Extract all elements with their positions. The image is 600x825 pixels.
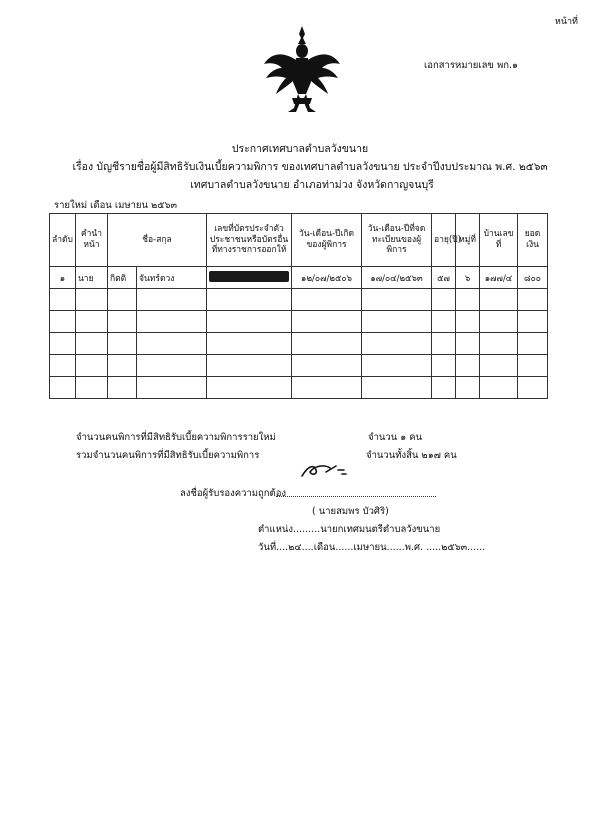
- total-count-label: รวมจำนวนคนพิการที่มีสิทธิรับเบี้ยความพิการ: [76, 450, 260, 461]
- redaction-mark: [209, 271, 289, 282]
- signer-position: ตำแหน่ง.........นายกเทศมนตรีตำบลวังขนาย: [258, 524, 441, 535]
- cell-prefix: นาย: [76, 267, 108, 289]
- header-name: ชื่อ-สกุล: [108, 214, 207, 267]
- table-row: [50, 333, 548, 355]
- header-id: เลขที่บัตรประจำตัวประชาชนหรือบัตรอื่นที่ทางราชการออกให้: [207, 214, 292, 267]
- signing-date: วันที่....๒๔....เดือน......เมษายน......พ.ศ. .....๒๕๖๓......: [258, 542, 486, 553]
- cell-registration-date: ๑๗/๐๔/๒๕๖๓: [362, 267, 432, 289]
- signature-line: [276, 496, 436, 497]
- handwritten-signature: [300, 458, 350, 480]
- new-list-label: รายใหม่ เดือน เมษายน ๒๕๖๓: [54, 200, 177, 211]
- cell-first-name: กิตติ: [108, 267, 137, 289]
- new-count-label: จำนวนคนพิการที่มีสิทธิรับเบี้ยความพิการรายใหม่: [76, 432, 276, 443]
- page-number-label: หน้าที่: [554, 17, 578, 27]
- certifier-label: ลงชื่อผู้รับรองความถูกต้อง: [180, 488, 287, 499]
- header-moo: หมู่ที่: [456, 214, 480, 267]
- header-registration-date: วัน-เดือน-ปีที่จดทะเบียนของผู้พิการ: [362, 214, 432, 267]
- cell-id-redacted: [207, 267, 292, 289]
- cell-house-number: ๑๗๗/๔: [480, 267, 518, 289]
- cell-moo: ๖: [456, 267, 480, 289]
- subject-line: เรื่อง บัญชีรายชื่อผู้มีสิทธิรับเงินเบี้ยความพิการ ของเทศบาลตำบลวังขนาย ประจำปีงบประมาณ พ.ศ. ๒๕๖๓: [72, 161, 548, 173]
- total-count-value: จำนวนทั้งสิ้น ๒๑๗ คน: [366, 450, 457, 461]
- cell-birth-date: ๑๒/๐๗/๒๕๐๖: [292, 267, 362, 289]
- header-amount: ยอดเงิน: [518, 214, 548, 267]
- table-header-row: [50, 214, 548, 267]
- document-number: เอกสารหมายเลข พก.๑: [424, 60, 519, 71]
- table-row: [50, 311, 548, 333]
- header-prefix: คำนำหน้า: [76, 214, 108, 267]
- table-row: [50, 289, 548, 311]
- table-row: [50, 377, 548, 399]
- header-age: อายุ(ปี): [432, 214, 456, 267]
- new-count-value: จำนวน ๑ คน: [368, 432, 423, 443]
- cell-age: ๕๗: [432, 267, 456, 289]
- garuda-emblem: [262, 24, 342, 118]
- beneficiary-table: [49, 213, 548, 399]
- signer-name: ( นายสมพร บัวศิริ): [312, 506, 389, 517]
- header-birth-date: วัน-เดือน-ปีเกิดของผู้พิการ: [292, 214, 362, 267]
- announcement-title: ประกาศเทศบาลตำบลวังขนาย: [231, 143, 369, 155]
- cell-last-name: จันทร์ดวง: [137, 267, 207, 289]
- municipality-line: เทศบาลตำบลวังขนาย อำเภอท่าม่วง จังหวัดกาญจนบุรี: [190, 179, 434, 191]
- table-row: [50, 355, 548, 377]
- table-row: [50, 267, 548, 289]
- header-no: ลำดับ: [50, 214, 76, 267]
- cell-amount: ๘๐๐: [518, 267, 548, 289]
- cell-no: ๑: [50, 267, 76, 289]
- header-house-number: บ้านเลขที่: [480, 214, 518, 267]
